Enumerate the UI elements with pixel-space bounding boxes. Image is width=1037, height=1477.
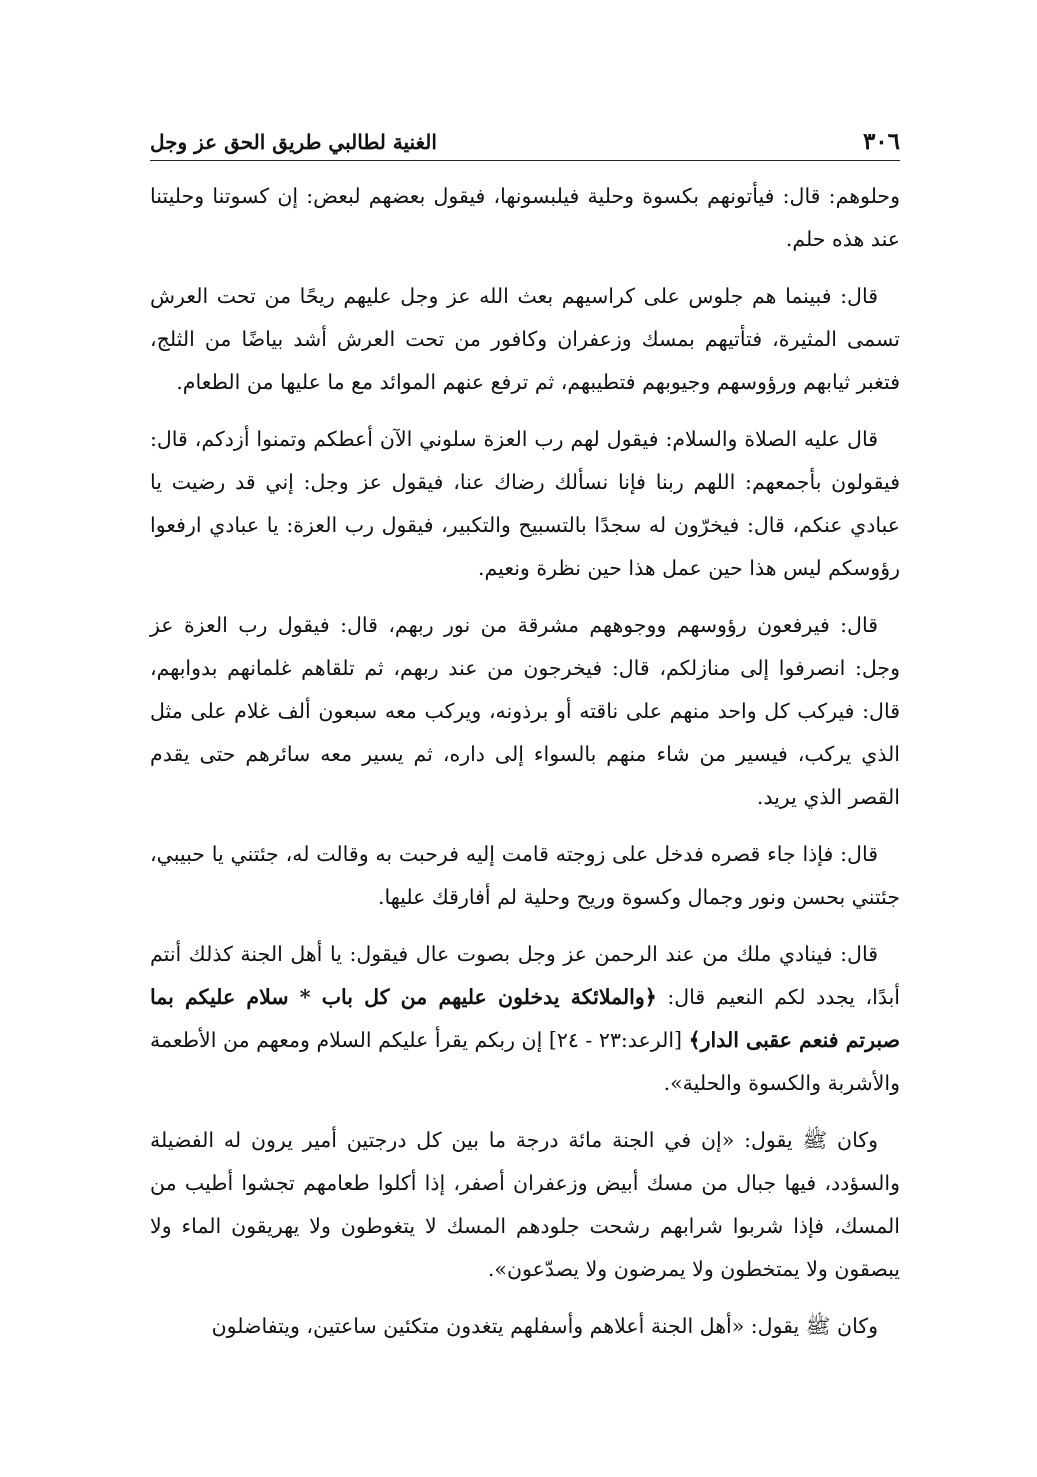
paragraph-1: وحلوهم: قال: فيأتونهم بكسوة وحلية فيلبسونها، فيقول بعضهم لبعض: إن كسوتنا وحليتنا عند هذه حلم.: [150, 184, 900, 251]
paragraph-7: وكان ﷺ يقول: «إن في الجنة مائة درجة ما بين كل درجتين أمير يرون له الفضيلة والسؤدد، فيها جبال من مسك أبيض وزعفران أصفر، إذا أكلوا طعامهم تجشوا أطيب من المسك، فإذا شربوا شرابهم رشحت جلودهم المسك لا يتغوطون ولا يهريقون الماء ولا يبصقون ولا يمتخطون ولا يمرضون ولا يصدّعون».: [150, 1128, 900, 1281]
paragraph-6: [150, 933, 900, 1105]
paragraph-2: قال: فبينما هم جلوس على كراسيهم بعث الله عز وجل عليهم ريحًا من تحت العرش تسمى المثيرة، فتأتيهم بمسك وزعفران وكافور من تحت العرش أشد بياضًا من الثلج، فتغبر ثيابهم ورؤوسهم وجيوبهم فتطيبهم، ثم ترفع عنهم الموائد مع ما عليها من الطعام.: [150, 284, 900, 394]
body-text: [150, 175, 900, 1348]
paragraph-5: قال: فإذا جاء قصره فدخل على زوجته قامت إليه فرحبت به وقالت له، جئتني يا حبيبي، جئتني بحسن ونور وجمال وكسوة وريح وحلية لم أفارقك عليها.: [150, 842, 900, 909]
paragraph-4: قال: فيرفعون رؤوسهم ووجوههم مشرقة من نور ربهم، قال: فيقول رب العزة عز وجل: انصرفوا إلى منازلكم، قال: فيخرجون من عند ربهم، ثم تلقاهم غلمانهم بدوابهم، قال: فيركب كل واحد منهم على ناقته أو برذونه، ويركب معه سبعون ألف غلام على مثل الذي يركب، فيسير من شاء منهم بالسواء إلى داره، ثم يسير معه سائرهم حتى يقدم القصر الذي يريد.: [150, 613, 900, 809]
running-title: الغنية لطالبي طريق الحق عز وجل: [150, 130, 437, 154]
paragraph-3: قال عليه الصلاة والسلام: فيقول لهم رب العزة سلوني الآن أعطكم وتمنوا أزدكم، قال: فيقولون بأجمعهم: اللهم ربنا فإنا نسألك رضاك عنا، فيقول عز وجل: إني قد رضيت يا عبادي عنكم، قال: فيخرّون له سجدًا بالتسبيح والتكبير، فيقول رب العزة: يا عبادي ارفعوا رؤوسكم ليس هذا حين عمل هذا حين نظرة ونعيم.: [150, 427, 900, 580]
document-page: [150, 118, 900, 1438]
paragraph-6-rest: [الرعد:٢٣ - ٢٤] إن ربكم يقرأ عليكم السلام ومعهم من الأطعمة والأشربة والكسوة والحلية».: [150, 1028, 900, 1095]
quran-verse: ﴿والملائكة يدخلون عليهم من كل باب * سلام عليكم بما صبرتم فنعم عقبى الدار﴾: [150, 985, 900, 1052]
paragraph-8: وكان ﷺ يقول: «أهل الجنة أعلاهم وأسفلهم يتغدون متكئين ساعتين، ويتفاضلون: [211, 1314, 878, 1338]
paragraph-6-intro: قال: فينادي ملك من عند الرحمن عز وجل بصوت عال فيقول: يا أهل الجنة كذلك أنتم أبدًا، يجدد لكم النعيم قال:: [150, 942, 900, 1009]
page-header: [150, 118, 900, 161]
page-number: ٣٠٦: [862, 128, 900, 155]
